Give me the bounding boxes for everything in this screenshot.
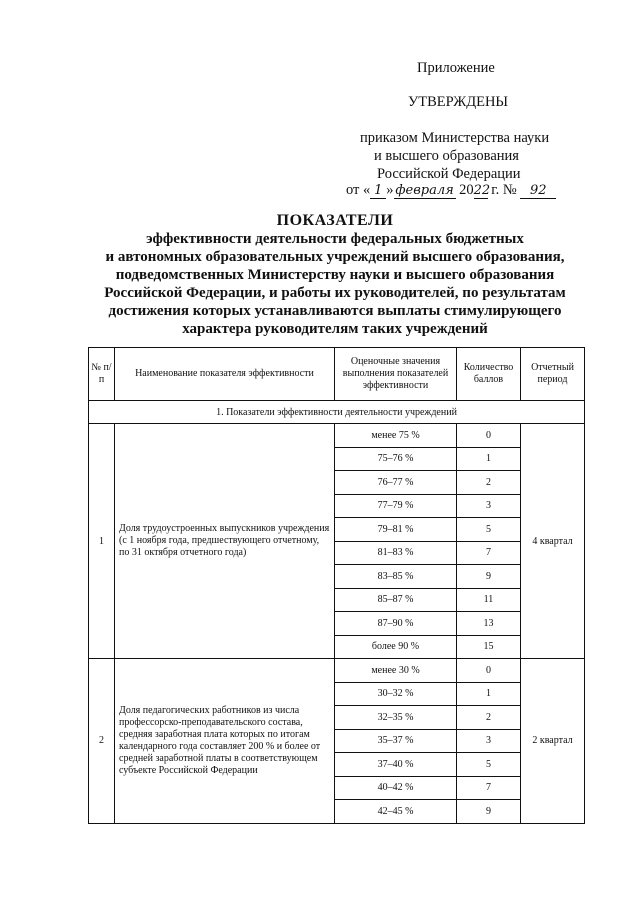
approved-label: УТВЕРЖДЕНЫ [408, 94, 509, 110]
points-cell: 0 [457, 424, 521, 448]
value-cell: 85–87 % [335, 588, 457, 612]
header-name: Наименование показателя эффективности [115, 348, 335, 401]
title-line: эффективности деятельности федеральных бюджетных [146, 231, 524, 247]
header-num: № п/п [89, 348, 115, 401]
points-cell: 1 [457, 447, 521, 471]
points-cell: 5 [457, 753, 521, 777]
points-cell: 7 [457, 541, 521, 565]
points-cell: 3 [457, 729, 521, 753]
value-cell: 81–83 % [335, 541, 457, 565]
indicators-table [88, 347, 585, 824]
value-cell: 76–77 % [335, 471, 457, 495]
document-title [70, 212, 600, 338]
points-cell: 9 [457, 565, 521, 589]
header-values: Оценочные значения выполнения показателей эффективности [335, 348, 457, 401]
value-cell: более 90 % [335, 635, 457, 659]
order-line-2: и высшего образования [374, 148, 519, 164]
order-date-line [346, 182, 556, 199]
points-cell: 2 [457, 706, 521, 730]
appendix-label: Приложение [417, 60, 495, 76]
points-cell: 15 [457, 635, 521, 659]
value-cell: менее 30 % [335, 659, 457, 683]
table-row [89, 424, 585, 448]
indicator-num: 2 [89, 659, 115, 824]
order-line-1: приказом Министерства науки [360, 130, 550, 146]
points-cell: 1 [457, 682, 521, 706]
period-cell: 2 квартал [521, 659, 585, 824]
title-line: характера руководителям таких учреждений [182, 321, 488, 337]
value-cell: 32–35 % [335, 706, 457, 730]
points-cell: 11 [457, 588, 521, 612]
year-suffix: 22 [473, 183, 491, 198]
value-cell: 40–42 % [335, 776, 457, 800]
order-number: 92 [520, 183, 556, 199]
title-line: и автономных образовательных учреждений высшего образования, [105, 249, 565, 265]
title-line: Российской Федерации, и работы их руководителей, по результатам [104, 285, 566, 301]
header-period: Отчетный период [521, 348, 585, 401]
value-cell: 42–45 % [335, 800, 457, 824]
points-cell: 7 [457, 776, 521, 800]
section-row [89, 401, 585, 424]
date-day: 1 [370, 183, 386, 199]
value-cell: 87–90 % [335, 612, 457, 636]
indicator-name: Доля трудоустроенных выпускников учреждения (с 1 ноября года, предшествующего отчетному, по 31 октября отчетного года) [115, 424, 335, 659]
points-cell: 3 [457, 494, 521, 518]
year-tail: г. № [491, 182, 517, 198]
value-cell: 30–32 % [335, 682, 457, 706]
value-cell: 75–76 % [335, 447, 457, 471]
value-cell: менее 75 % [335, 424, 457, 448]
date-prefix: от « [346, 182, 371, 198]
title-line: достижения которых устанавливаются выплаты стимулирующего [108, 303, 562, 319]
section-title: 1. Показатели эффективности деятельности учреждений [89, 401, 585, 424]
date-mid: » [386, 182, 394, 198]
points-cell: 13 [457, 612, 521, 636]
points-cell: 0 [457, 659, 521, 683]
period-cell: 4 квартал [521, 424, 585, 659]
indicator-name: Доля педагогических работников из числа профессорско-преподавательского состава, средняя заработная плата которых по итогам календарного года составляет 200 % и более от средней заработной платы в соответствующем субъекте Российской Федерации [115, 659, 335, 824]
value-cell: 35–37 % [335, 729, 457, 753]
year-prefix: 20 [459, 182, 474, 198]
title-heading: ПОКАЗАТЕЛИ [276, 212, 394, 229]
value-cell: 83–85 % [335, 565, 457, 589]
points-cell: 2 [457, 471, 521, 495]
points-cell: 5 [457, 518, 521, 542]
table-row [89, 659, 585, 683]
title-line: подведомственных Министерству науки и высшего образования [115, 267, 555, 283]
points-cell: 9 [457, 800, 521, 824]
value-cell: 79–81 % [335, 518, 457, 542]
value-cell: 77–79 % [335, 494, 457, 518]
table-header-row [89, 348, 585, 401]
value-cell: 37–40 % [335, 753, 457, 777]
indicator-num: 1 [89, 424, 115, 659]
date-month: февраля [395, 183, 454, 198]
header-points: Количество баллов [457, 348, 521, 401]
order-line-3: Российской Федерации [377, 166, 521, 182]
